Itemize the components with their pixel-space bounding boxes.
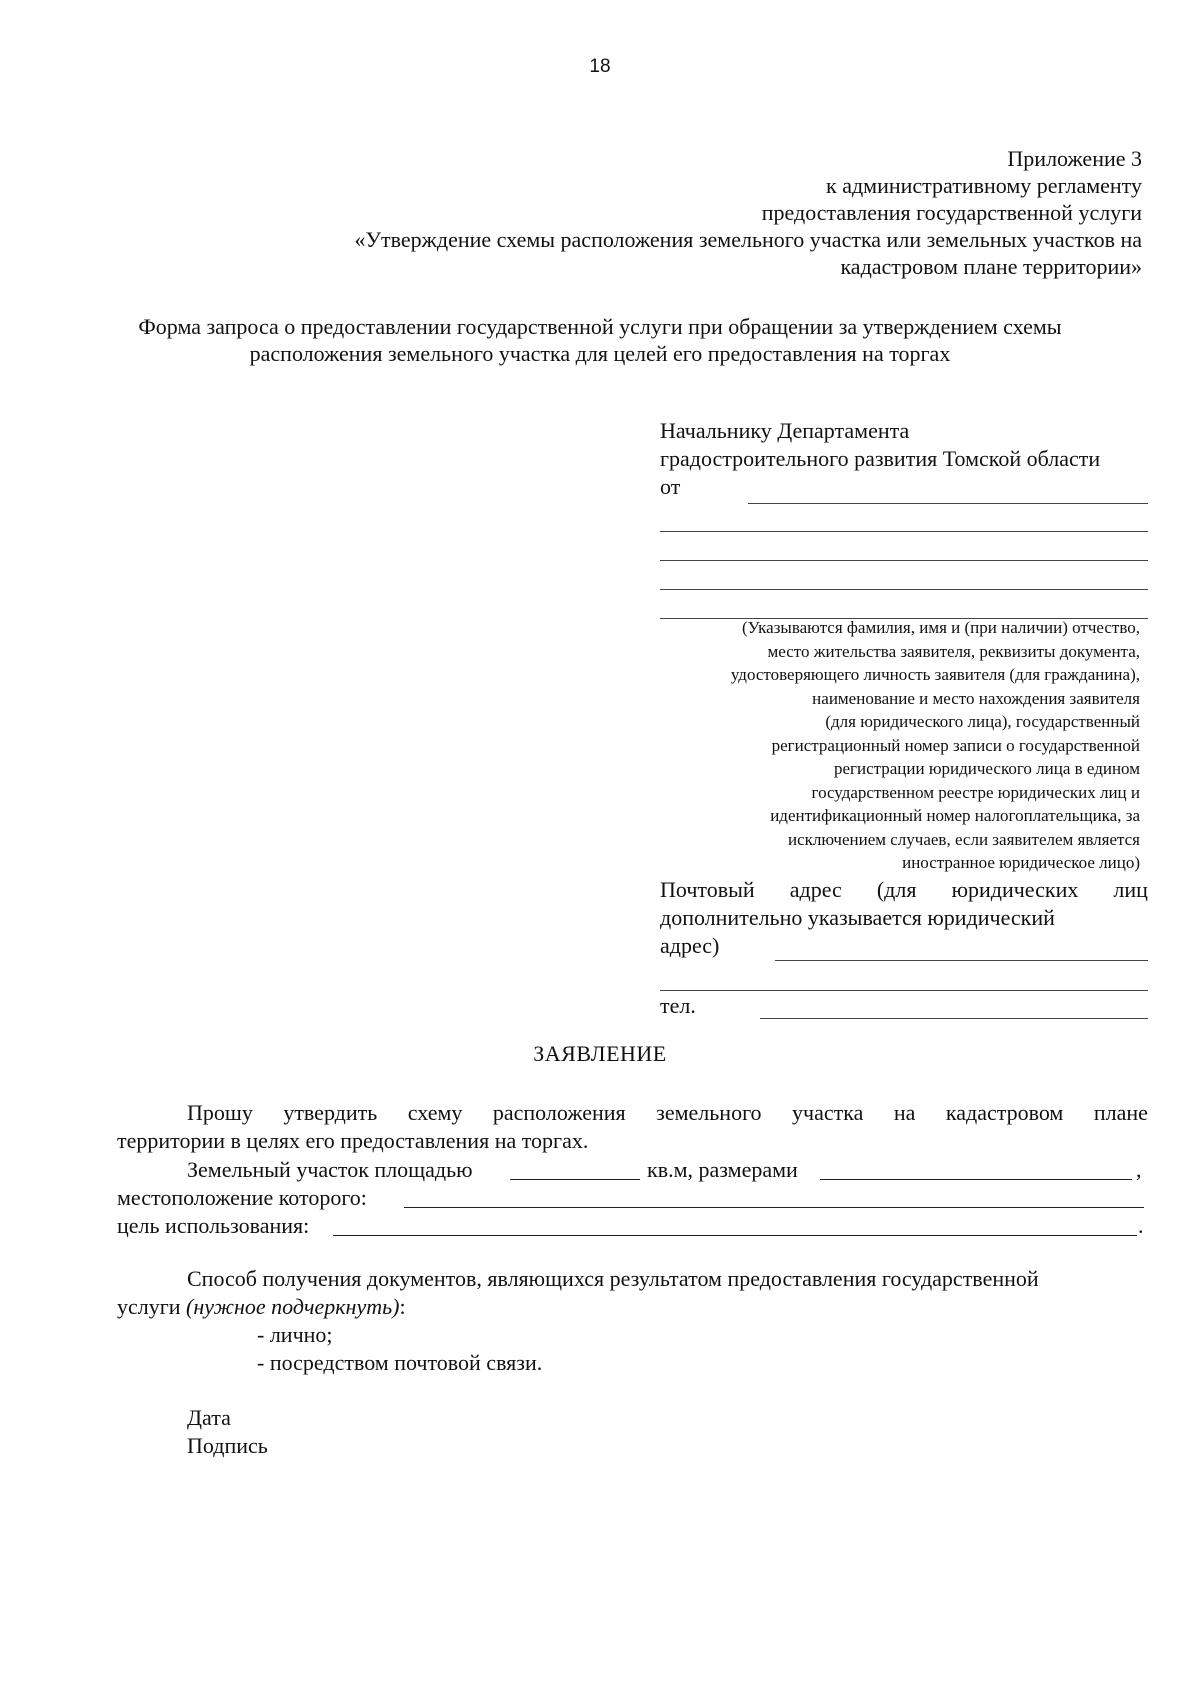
from-label: от xyxy=(660,474,681,499)
form-title xyxy=(0,313,1200,367)
appendix-header xyxy=(354,145,1142,280)
purpose-field[interactable] xyxy=(333,1235,1137,1236)
note-line: регистрации юридического лица в едином xyxy=(833,759,1140,778)
note-line: место жительства заявителя, реквизиты документа, xyxy=(767,641,1140,661)
postal-address-field-line[interactable] xyxy=(660,990,1148,991)
postal-line-3: адрес) xyxy=(660,933,720,958)
note-line: (для юридического лица), государственный xyxy=(825,712,1140,731)
addressee-block xyxy=(660,417,1100,501)
request-line-1 xyxy=(187,1100,1148,1126)
note-line: государственном реестре юридических лиц и xyxy=(811,782,1140,802)
note-line: (Указываются фамилия, имя и (при наличии) отчество, xyxy=(741,618,1140,637)
appendix-line: «Утверждение схемы расположения земельного участка или земельных участков на xyxy=(354,227,1142,252)
request-word: Прошу xyxy=(187,1100,253,1125)
purpose-label: цель использования: xyxy=(117,1213,310,1238)
area-field[interactable] xyxy=(510,1179,640,1180)
method-suffix: : xyxy=(399,1294,406,1319)
postal-address-block xyxy=(660,876,1148,960)
dimensions-field[interactable] xyxy=(820,1179,1132,1180)
applicant-note xyxy=(731,616,1140,875)
note-line: наименование и место нахождения заявителя xyxy=(812,688,1140,708)
request-word: плане xyxy=(1093,1100,1148,1125)
postal-line-2: дополнительно указывается юридический xyxy=(660,905,1055,930)
note-line: исключением случаев, если заявителем является xyxy=(787,829,1140,849)
postal-word: лиц xyxy=(1113,877,1148,902)
phone-label: тел. xyxy=(660,993,696,1018)
applicant-field-line[interactable] xyxy=(660,560,1148,561)
area-label: Земельный участок площадью xyxy=(187,1157,473,1182)
method-line-2 xyxy=(117,1294,406,1320)
page-number: 18 xyxy=(589,56,611,77)
note-line: удостоверяющего личность заявителя (для гражданина), xyxy=(730,665,1140,684)
form-title-line: расположения земельного участка для целей его предоставления на торгах xyxy=(249,341,951,366)
method-hint: (нужное подчеркнуть) xyxy=(186,1294,400,1319)
request-word: участка xyxy=(792,1100,864,1125)
area-unit-label: кв.м, размерами xyxy=(647,1157,798,1182)
applicant-field-line[interactable] xyxy=(660,589,1148,590)
method-line-1: Способ получения документов, являющихся результатом предоставления государственной xyxy=(187,1266,1039,1291)
request-line-2: территории в целях его предоставления на торгах. xyxy=(117,1128,589,1153)
postal-line-1 xyxy=(660,876,1148,904)
addressee-line: градостроительного развития Томской области xyxy=(660,446,1101,471)
postal-word: Почтовый xyxy=(660,877,755,902)
postal-word: (для xyxy=(876,877,917,902)
location-field[interactable] xyxy=(404,1207,1144,1208)
statement-title: ЗАЯВЛЕНИЕ xyxy=(533,1041,667,1066)
applicant-from-field[interactable] xyxy=(748,503,1148,504)
request-word: на xyxy=(893,1100,916,1125)
request-word: кадастровом xyxy=(945,1100,1064,1125)
option-post[interactable]: - посредством почтовой связи. xyxy=(257,1350,543,1375)
location-label: местоположение которого: xyxy=(117,1185,367,1210)
request-word: земельного xyxy=(656,1100,762,1125)
form-title-line: Форма запроса о предоставлении государственной услуги при обращении за утверждением схемы xyxy=(138,314,1062,339)
date-label: Дата xyxy=(187,1405,231,1430)
appendix-line: Приложение 3 xyxy=(1007,146,1142,171)
addressee-line: Начальнику Департамента xyxy=(660,418,910,443)
comma: , xyxy=(1136,1157,1142,1182)
appendix-line: кадастровом плане территории» xyxy=(840,254,1142,279)
note-line: иностранное юридическое лицо) xyxy=(902,853,1140,872)
note-line: идентификационный номер налогоплательщика, за xyxy=(770,806,1140,825)
request-word: утвердить xyxy=(283,1100,378,1125)
request-word: схему xyxy=(407,1100,463,1125)
method-prefix: услуги xyxy=(117,1294,187,1319)
option-personal[interactable]: - лично; xyxy=(257,1322,333,1347)
postal-word: адрес xyxy=(789,877,842,902)
phone-field[interactable] xyxy=(760,1018,1148,1019)
appendix-line: предоставления государственной услуги xyxy=(761,200,1142,225)
applicant-field-line[interactable] xyxy=(660,531,1148,532)
request-word: расположения xyxy=(492,1100,626,1125)
period: . xyxy=(1138,1213,1144,1238)
signature-label: Подпись xyxy=(187,1433,268,1458)
postal-word: юридических xyxy=(951,877,1079,902)
postal-address-field[interactable] xyxy=(775,960,1148,961)
appendix-line: к административному регламенту xyxy=(826,173,1142,198)
note-line: регистрационный номер записи о государственной xyxy=(771,735,1140,755)
